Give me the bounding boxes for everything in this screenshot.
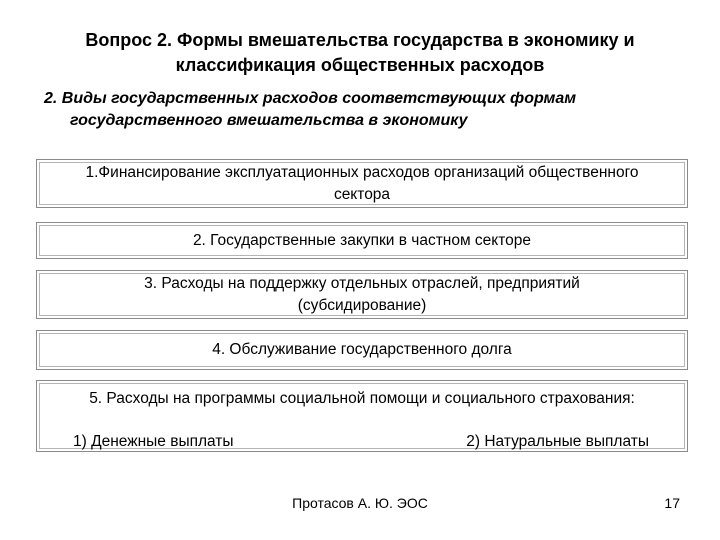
expense-type-1-line-1: 1.Финансирование эксплуатационных расходов организаций общественного bbox=[85, 163, 639, 181]
slide-title-line-1: Вопрос 2. Формы вмешательства государства в экономику и bbox=[85, 30, 635, 50]
expense-type-5-sub-items bbox=[37, 431, 687, 453]
expense-type-1-line-2: сектора bbox=[333, 185, 391, 203]
expense-type-box-5 bbox=[36, 380, 688, 452]
expense-type-box-3 bbox=[36, 270, 688, 319]
expense-type-box-2 bbox=[36, 222, 688, 259]
slide-subtitle bbox=[44, 88, 684, 132]
footer-author: Протасов А. Ю. ЭОС bbox=[292, 495, 428, 511]
expense-type-3-line-1: 3. Расходы на поддержку отдельных отраслей, предприятий bbox=[144, 274, 580, 292]
expense-type-3-line-2: (субсидирование) bbox=[297, 296, 427, 314]
slide-title-line-2: классификация общественных расходов bbox=[175, 55, 545, 75]
sub-item-in-kind-payments: 2) Натуральные выплаты bbox=[466, 433, 649, 450]
slide-page-number: 17 bbox=[664, 495, 680, 511]
sub-item-cash-payments: 1) Денежные выплаты bbox=[73, 433, 234, 450]
expense-type-box-4 bbox=[36, 330, 688, 370]
expense-type-5-line-1: 5. Расходы на программы социальной помощи и социального страхования: bbox=[89, 390, 635, 407]
expense-type-4-line-1: 4. Обслуживание государственного долга bbox=[212, 341, 512, 358]
expense-type-2-line-1: 2. Государственные закупки в частном секторе bbox=[192, 231, 532, 249]
expense-type-box-1 bbox=[36, 159, 688, 208]
slide-subtitle-line-1: 2. Виды государственных расходов соответствующих формам bbox=[44, 90, 577, 107]
slide-title bbox=[20, 28, 700, 78]
slide-subtitle-line-2: государственного вмешательства в экономику bbox=[70, 112, 468, 129]
